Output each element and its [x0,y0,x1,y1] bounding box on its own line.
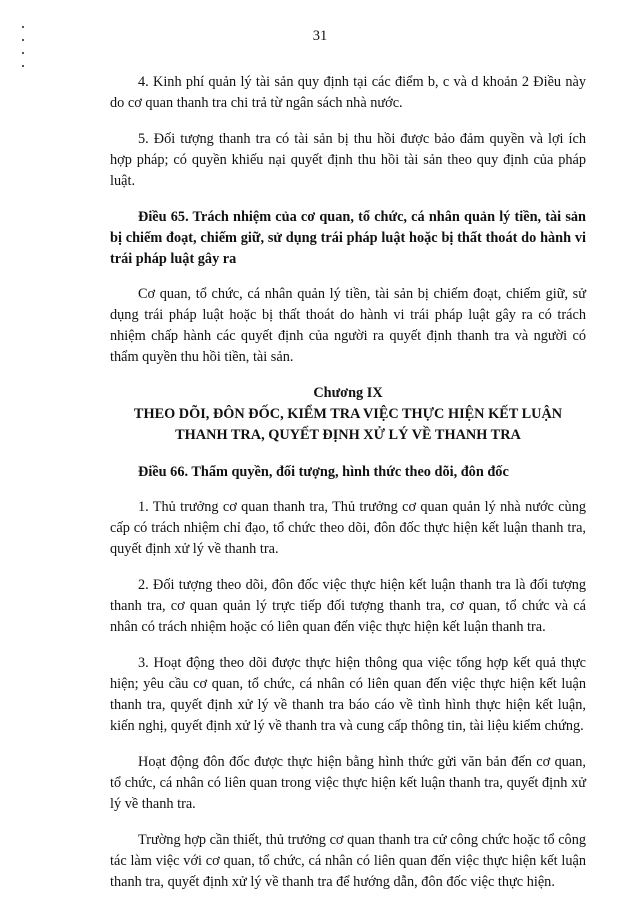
article-65-title: Điều 65. Trách nhiệm của cơ quan, tổ chức, cá nhân quản lý tiền, tài sản bị chiếm đoạt, chiếm giữ, sử dụng trái pháp luật hoặc bị thất thoát do hành vi trái pháp luật gây ra [110,209,586,267]
paragraph-clause-4: 4. Kinh phí quản lý tài sản quy định tại các điểm b, c và d khoản 2 Điều này do cơ quan thanh tra chi trả từ ngân sách nhà nước. [110,74,586,111]
chapter-title: THEO DÕI, ĐÔN ĐỐC, KIỂM TRA VIỆC THỰC HIỆN KẾT LUẬN THANH TRA, QUYẾT ĐỊNH XỬ LÝ VỀ THANH TRA [133,406,563,443]
page-number: 31 [312,28,328,44]
document-body [110,72,586,908]
article-65-paragraph: Cơ quan, tổ chức, cá nhân quản lý tiền, tài sản bị chiếm đoạt, chiếm giữ, sử dụng trái pháp luật hoặc bị thất thoát do hành vi trái pháp luật gây ra có trách nhiệm chấp hành các quyết định của người ra quyết định thanh tra và người có thẩm quyền thu hồi tiền, tài sản. [110,286,586,365]
article-66-paragraph-truonghop: Trường hợp cần thiết, thủ trưởng cơ quan thanh tra cử công chức hoặc tổ công tác làm việc với cơ quan, tổ chức, cá nhân có liên quan đến việc thực hiện kết luận thanh tra, quyết định xử lý về thanh tra để hướng dẫn, đôn đốc việc thực hiện. [110,832,586,890]
article-66-title: Điều 66. Thẩm quyền, đối tượng, hình thức theo dõi, đôn đốc [138,464,509,480]
paragraph-clause-5: 5. Đối tượng thanh tra có tài sản bị thu hồi được bảo đảm quyền và lợi ích hợp pháp; có quyền khiếu nại quyết định thu hồi tài sản theo quy định của pháp luật. [110,131,586,189]
chapter-label: Chương IX [313,385,383,401]
article-66-clause-3: 3. Hoạt động theo dõi được thực hiện thông qua việc tổng hợp kết quả thực hiện; yêu cầu cơ quan, tổ chức, cá nhân có liên quan đến việc thực hiện kết luận thanh tra, quyết định xử lý về thanh tra báo cáo về tình hình thực hiện kết luận, kiến nghị, quyết định xử lý về thanh tra và cung cấp thông tin, tài liệu kiểm chứng. [110,655,586,734]
article-66-clause-1: 1. Thủ trưởng cơ quan thanh tra, Thủ trưởng cơ quan quản lý nhà nước cùng cấp có trách nhiệm chỉ đạo, tổ chức theo dõi, đôn đốc thực hiện kết luận thanh tra, quyết định xử lý về thanh tra. [110,499,586,557]
article-66-paragraph-dondoc: Hoạt động đôn đốc được thực hiện bằng hình thức gửi văn bản đến cơ quan, tổ chức, cá nhân có liên quan trong việc thực hiện kết luận thanh tra, quyết định xử lý về thanh tra. [110,754,586,812]
article-66-clause-2: 2. Đối tượng theo dõi, đôn đốc việc thực hiện kết luận thanh tra là đối tượng thanh tra, cơ quan quản lý trực tiếp đối tượng thanh tra, cơ quan, tổ chức và cá nhân có trách nhiệm hoặc có liên quan đến việc thực hiện kết luận thanh tra. [110,577,586,635]
